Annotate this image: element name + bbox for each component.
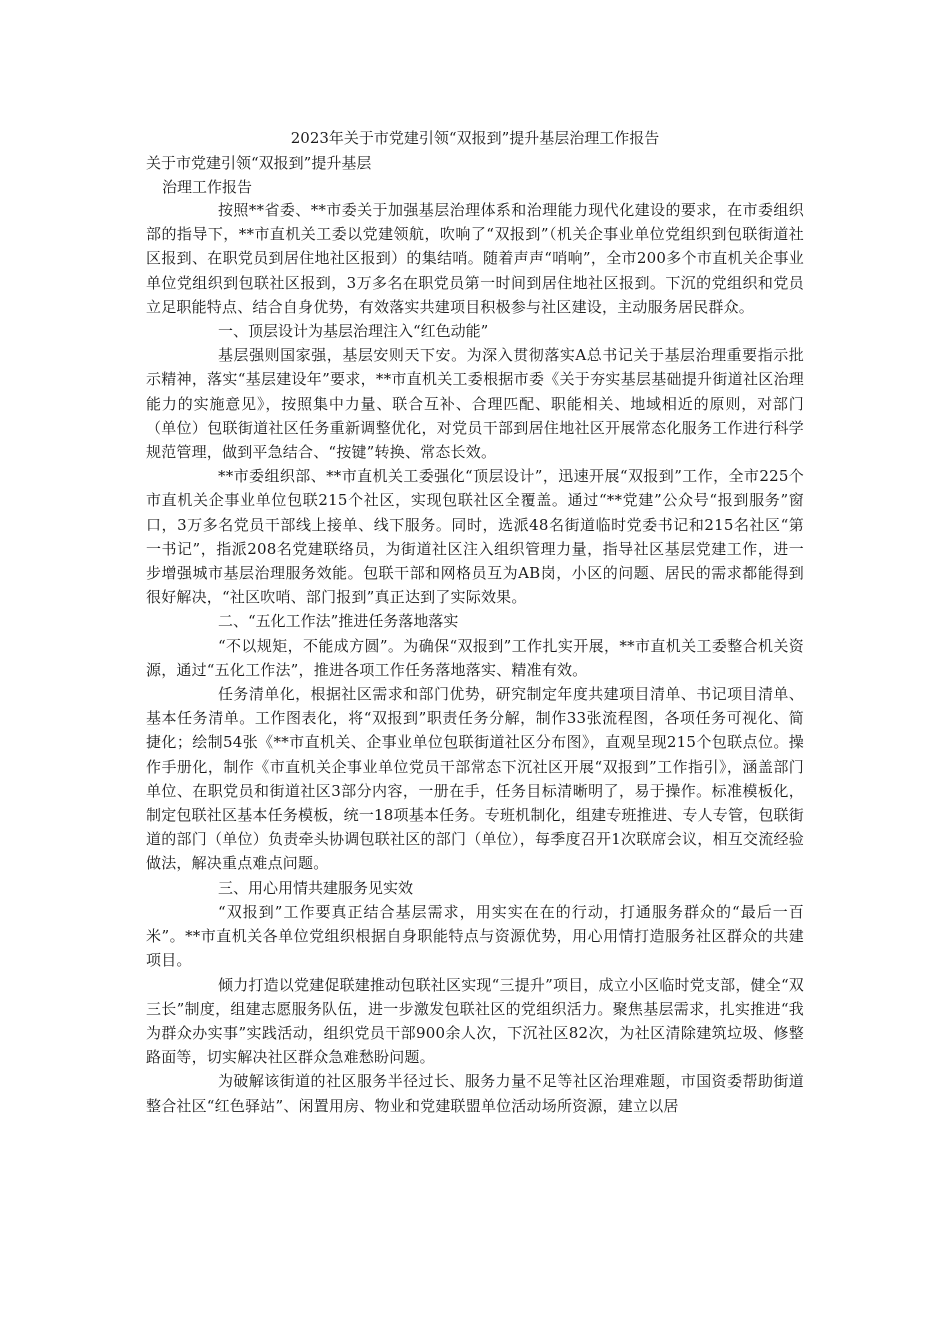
paragraph: **市委组织部、**市直机关工委强化“顶层设计”，迅速开展“双报到”工作，全市225个市直机关企事业单位包联215个社区，实现包联社区全覆盖。通过“**党建”公众号“报到服务”窗口，3万多名党员干部线上接单、线下服务。同时，选派48名街道临时党委书记和215名社区“第一书记”，指派208名党建联络员，为街道社区注入组织管理力量，指导社区基层党建工作，进一步增强城市基层治理服务效能。包联干部和网格员互为AB岗，小区的问题、居民的需求都能得到很好解决，“社区吹哨、部门报到”真正达到了实际效果。: [146, 467, 804, 607]
paragraph: 倾力打造以党建促联建推动包联社区实现“三提升”项目，成立小区临时党支部，健全“双三长”制度，组建志愿服务队伍，进一步激发包联社区的党组织活力。聚焦基层需求，扎实推进“我为群众办实事”实践活动，组织党员干部900余人次，下沉社区82次，为社区清除建筑垃圾、修整路面等，切实解决社区群众急难愁盼问题。: [146, 975, 805, 1067]
paragraph: 任务清单化，根据社区需求和部门优势，研究制定年度共建项目清单、书记项目清单、基本任务清单。工作图表化，将“双报到”职责任务分解，制作33张流程图，各项任务可视化、简捷化；绘制54张《**市直机关、企事业单位包联街道社区分布图》，直观呈现215个包联点位。操作手册化，制作《市直机关企事业单位党员干部常态下沉社区开展“双报到”工作指引》，涵盖部门单位、在职党员和街道社区3部分内容，一册在手，任务目标清晰明了，易于操作。标准模板化，制定包联社区基本任务模板，统一18项基本任务。专班机制化，组建专班推进、专人专管，包联街道的部门（单位）负责牵头协调包联社区的部门（单位），每季度召开1次联席会议，相互交流经验做法，解决重点难点问题。: [146, 685, 804, 873]
section-heading: 二、“五化工作法”推进任务落地落实: [218, 612, 459, 631]
document-title: 2023年关于市党建引领“双报到”提升基层治理工作报告: [290, 129, 660, 147]
subtitle-line-2: 治理工作报告: [162, 178, 253, 196]
subtitle-line-1: 关于市党建引领“双报到”提升基层: [146, 154, 372, 172]
paragraph: “双报到”工作要真正结合基层需求，用实实在在的行动，打通服务群众的“最后一百米”。**市直机关各单位党组织根据自身职能特点与资源优势，用心用情打造服务社区群众的共建项目。: [146, 902, 804, 970]
paragraph: 为破解该街道的社区服务半径过长、服务力量不足等社区治理难题，市国资委帮助街道整合社区“红色驿站”、闲置用房、物业和党建联盟单位活动场所资源，建立以居: [146, 1072, 804, 1115]
paragraph: “不以规矩，不能成方圆”。为确保“双报到”工作扎实开展，**市直机关工委整合机关资源，通过“五化工作法”，推进各项工作任务落地落实、精准有效。: [146, 636, 804, 679]
document-body: [146, 198, 804, 1118]
paragraph: 基层强则国家强，基层安则天下安。为深入贯彻落实A总书记关于基层治理重要指示批示精神，落实“基层建设年”要求，**市直机关工委根据市委《关于夯实基层基础提升街道社区治理能力的实施意见》，按照集中力量、联合互补、合理匹配、职能相关、地域相近的原则，对部门（单位）包联街道社区任务重新调整优化，对党员干部到居住地社区开展常态化服务工作进行科学规范管理，做到平急结合、“按键”转换、常态长效。: [146, 346, 804, 462]
section-heading: 一、顶层设计为基层治理注入“红色动能”: [218, 322, 489, 341]
section-heading: 三、用心用情共建服务见实效: [218, 878, 414, 897]
paragraph: 按照**省委、**市委关于加强基层治理体系和治理能力现代化建设的要求，在市委组织部的指导下，**市直机关工委以党建领航，吹响了“双报到”（机关企事业单位党组织到包联街道社区报到、在职党员到居住地社区报到）的集结哨。随着声声“哨响”，全市200多个市直机关企事业单位党组织到包联社区报到，3万多名在职党员第一时间到居住地社区报到。下沉的党组织和党员立足职能特点、结合自身优势，有效落实共建项目积极参与社区建设，主动服务居民群众。: [146, 201, 804, 316]
